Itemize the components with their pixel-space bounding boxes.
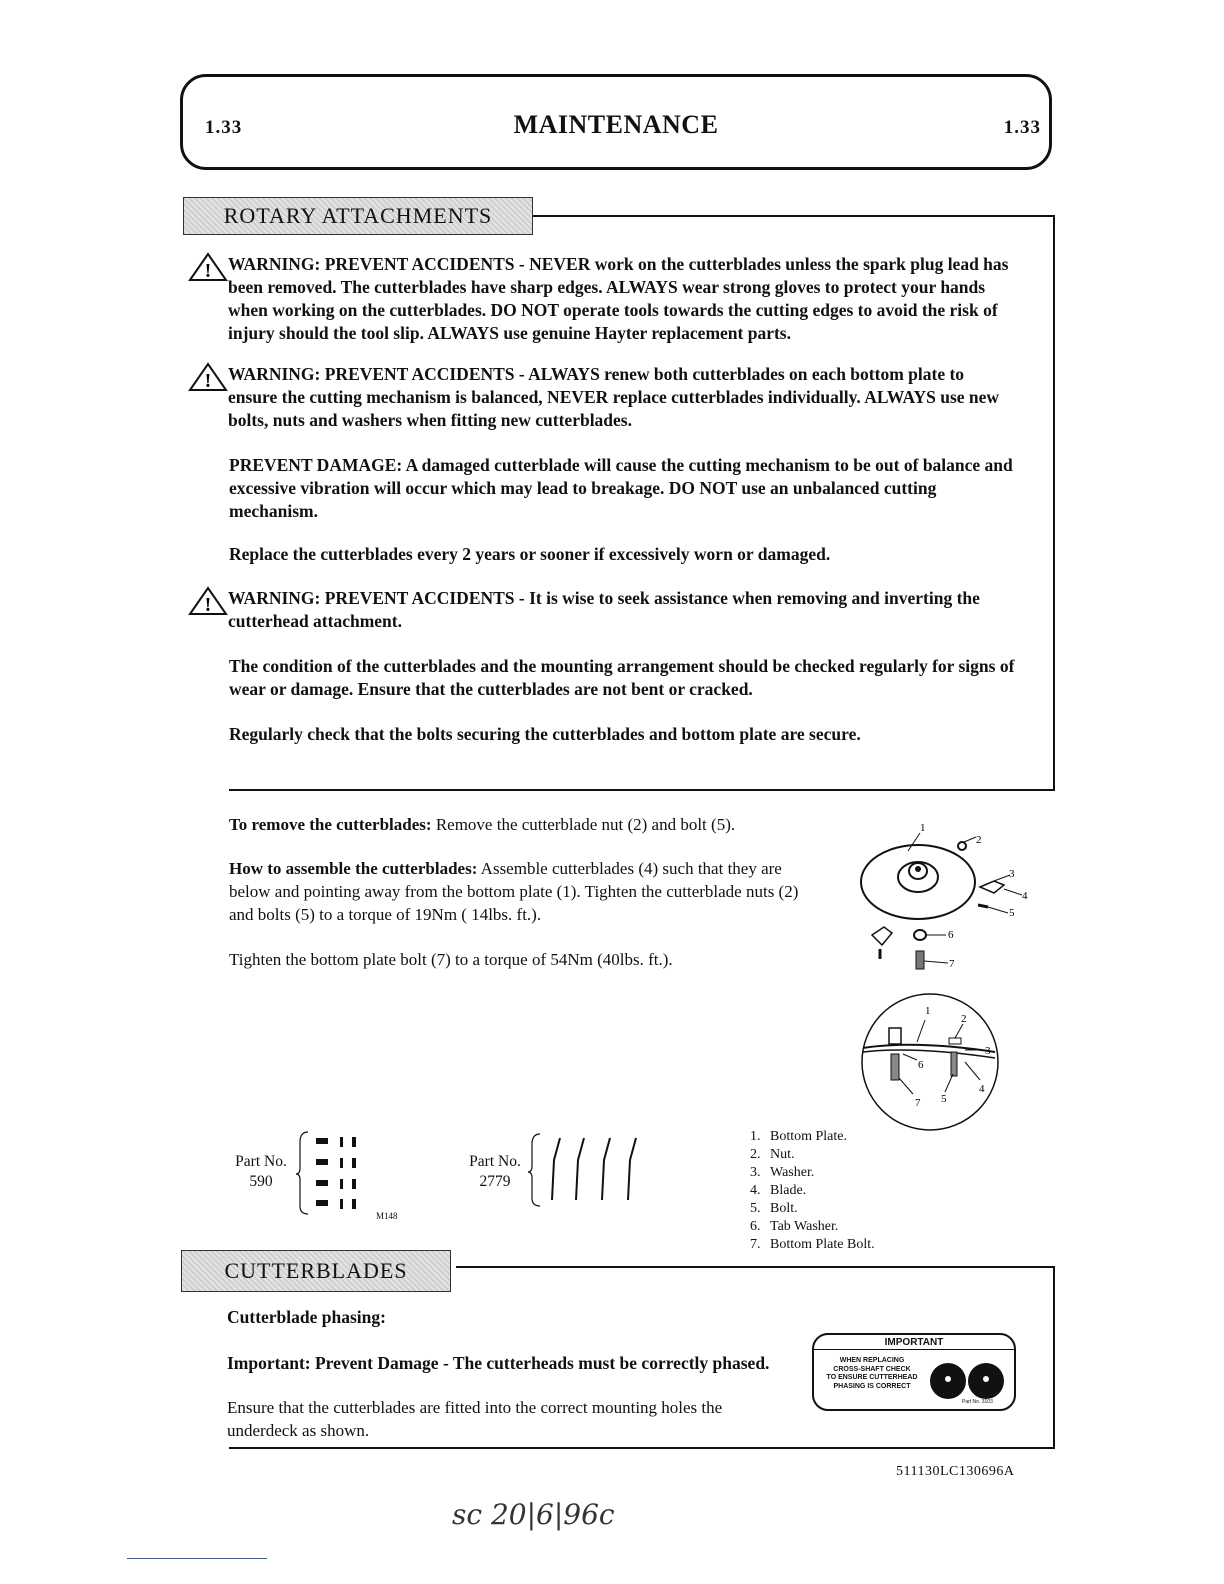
assemble-label: How to assemble the cutterblades:: [229, 859, 478, 878]
warning-triangle-icon: [188, 252, 228, 345]
list-item: 4. Blade.: [750, 1183, 807, 1198]
exploded-diagram: [850, 815, 1040, 980]
part-2779-illustration: [528, 1130, 648, 1220]
section-divider: [229, 789, 1055, 791]
part-no-label: Part No.: [235, 1153, 287, 1170]
phasing-ensure-text: Ensure that the cutterblades are fitted into the correct mounting holes the underdeck as shown.: [227, 1398, 723, 1440]
list-item: 5. Bolt.: [750, 1201, 798, 1216]
part-590-number: 590: [249, 1173, 273, 1190]
warning-triangle-icon: [188, 586, 228, 633]
part-590-illustration: [296, 1128, 376, 1220]
important-label-part-ref: Part No. 3103: [962, 1399, 993, 1405]
list-item: 3. Washer.: [750, 1165, 815, 1180]
callout-1: 1: [920, 822, 926, 834]
cutterblades-heading: CUTTERBLADES: [181, 1250, 451, 1292]
parts-list: [750, 1128, 950, 1254]
phasing-important-text: Important: Prevent Damage - The cutterheads must be correctly phased.: [227, 1353, 770, 1373]
callout-4: 4: [1022, 890, 1028, 902]
warning-triangle-icon: [188, 362, 228, 432]
remove-label: To remove the cutterblades:: [229, 815, 432, 834]
important-label: [812, 1333, 1016, 1411]
section-number-right: 1.33: [1003, 117, 1041, 138]
callout-7: 7: [949, 958, 955, 970]
svg-text:!: !: [204, 370, 212, 392]
replace-text: Replace the cutterblades every 2 years or sooner if excessively worn or damaged.: [229, 544, 831, 564]
detail-callout-7: 7: [915, 1097, 921, 1109]
part-590-label: [226, 1152, 296, 1192]
rotary-attachments-heading: ROTARY ATTACHMENTS: [183, 197, 533, 235]
part-no-label-2: Part No.: [469, 1153, 521, 1170]
svg-text:!: !: [204, 594, 212, 616]
tighten-instruction: Tighten the bottom plate bolt (7) to a torque of 54Nm (40lbs. ft.).: [229, 950, 673, 969]
detail-callout-4: 4: [979, 1083, 985, 1095]
list-item: 1. Bottom Plate.: [750, 1129, 847, 1144]
callout-2: 2: [976, 834, 982, 846]
scan-artifact-line: [127, 1558, 267, 1559]
warning-block-3: [188, 586, 1016, 633]
callout-5: 5: [1009, 907, 1015, 919]
list-item: 6. Tab Washer.: [750, 1219, 839, 1234]
warning-block-2: [188, 362, 1016, 432]
phasing-title: Cutterblade phasing:: [227, 1307, 386, 1327]
frame-right-line: [1053, 215, 1055, 790]
remove-instruction: [229, 813, 809, 836]
condition-text: The condition of the cutterblades and the mounting arrangement should be checked regularly for signs of wear or damage. Ensure that the cutterblades are not bent or cracked.: [229, 656, 1015, 699]
prevent-damage-text: PREVENT DAMAGE: A damaged cutterblade will cause the cutting mechanism to be out of balance and excessive vibration will occur which may lead to breakage. DO NOT use an unbalanced cutting mechanism.: [229, 455, 1013, 521]
frame-right-line-2: [1053, 1266, 1055, 1448]
important-label-title: IMPORTANT: [814, 1337, 1014, 1350]
detail-callout-2: 2: [961, 1013, 967, 1025]
important-label-text: WHEN REPLACING CROSS-SHAFT CHECK TO ENSURE CUTTERHEAD PHASING IS CORRECT: [826, 1357, 918, 1390]
list-item: 2. Nut.: [750, 1147, 795, 1162]
svg-text:!: !: [204, 260, 212, 282]
heading-rule: [533, 215, 1055, 217]
assemble-instruction: [229, 857, 809, 926]
part-590-code: M148: [376, 1211, 398, 1221]
bottom-rule: [229, 1447, 1055, 1449]
handwritten-signature: sc 20|6|96c: [452, 1498, 615, 1531]
detail-diagram: [855, 990, 1015, 1135]
detail-callout-6: 6: [918, 1059, 924, 1071]
remove-text: Remove the cutterblade nut (2) and bolt (5).: [431, 815, 736, 834]
warning-block-1: [188, 252, 1016, 345]
section-number-left: 1.33: [205, 117, 243, 138]
warning-text-3: WARNING: PREVENT ACCIDENTS - It is wise to seek assistance when removing and inverting the cutterhead attachment.: [228, 588, 980, 631]
part-2779-number: 2779: [479, 1173, 511, 1190]
page-title: MAINTENANCE: [513, 110, 719, 139]
detail-callout-1: 1: [925, 1005, 931, 1017]
assemble-text: Assemble cutterblades (4) such that they are below and pointing away from the bottom plate (1). Tighten the cutterblade nuts (2) and bolts (5) to a torque of 19Nm ( 14lbs. ft.).: [229, 859, 799, 924]
detail-callout-3: 3: [985, 1045, 991, 1057]
regular-check-text: Regularly check that the bolts securing the cutterblades and bottom plate are secure.: [229, 724, 861, 744]
part-2779-label: [462, 1152, 528, 1192]
heading-rule-2: [456, 1266, 1055, 1268]
callout-3: 3: [1009, 868, 1015, 880]
warning-text-1: WARNING: PREVENT ACCIDENTS - NEVER work on the cutterblades unless the spark plug lead has been removed. The cutterblades have sharp edges. ALWAYS wear strong gloves to protect your hands when working on the cutterblades. DO NOT operate tools towards the cutting edges to avoid the risk of injury should the tool slip. ALWAYS use genuine Hayter replacement parts.: [228, 254, 1009, 343]
list-item: 7. Bottom Plate Bolt.: [750, 1237, 875, 1252]
detail-callout-5: 5: [941, 1093, 947, 1105]
callout-6: 6: [948, 929, 954, 941]
warning-text-2: WARNING: PREVENT ACCIDENTS - ALWAYS renew both cutterblades on each bottom plate to ensure the cutting mechanism is balanced, NEVER replace cutterblades individually. ALWAYS use new bolts, nuts and washers when fitting new cutterblades.: [228, 364, 1000, 430]
document-code: 511130LC130696A: [896, 1464, 1015, 1479]
page-header: [180, 74, 1052, 170]
